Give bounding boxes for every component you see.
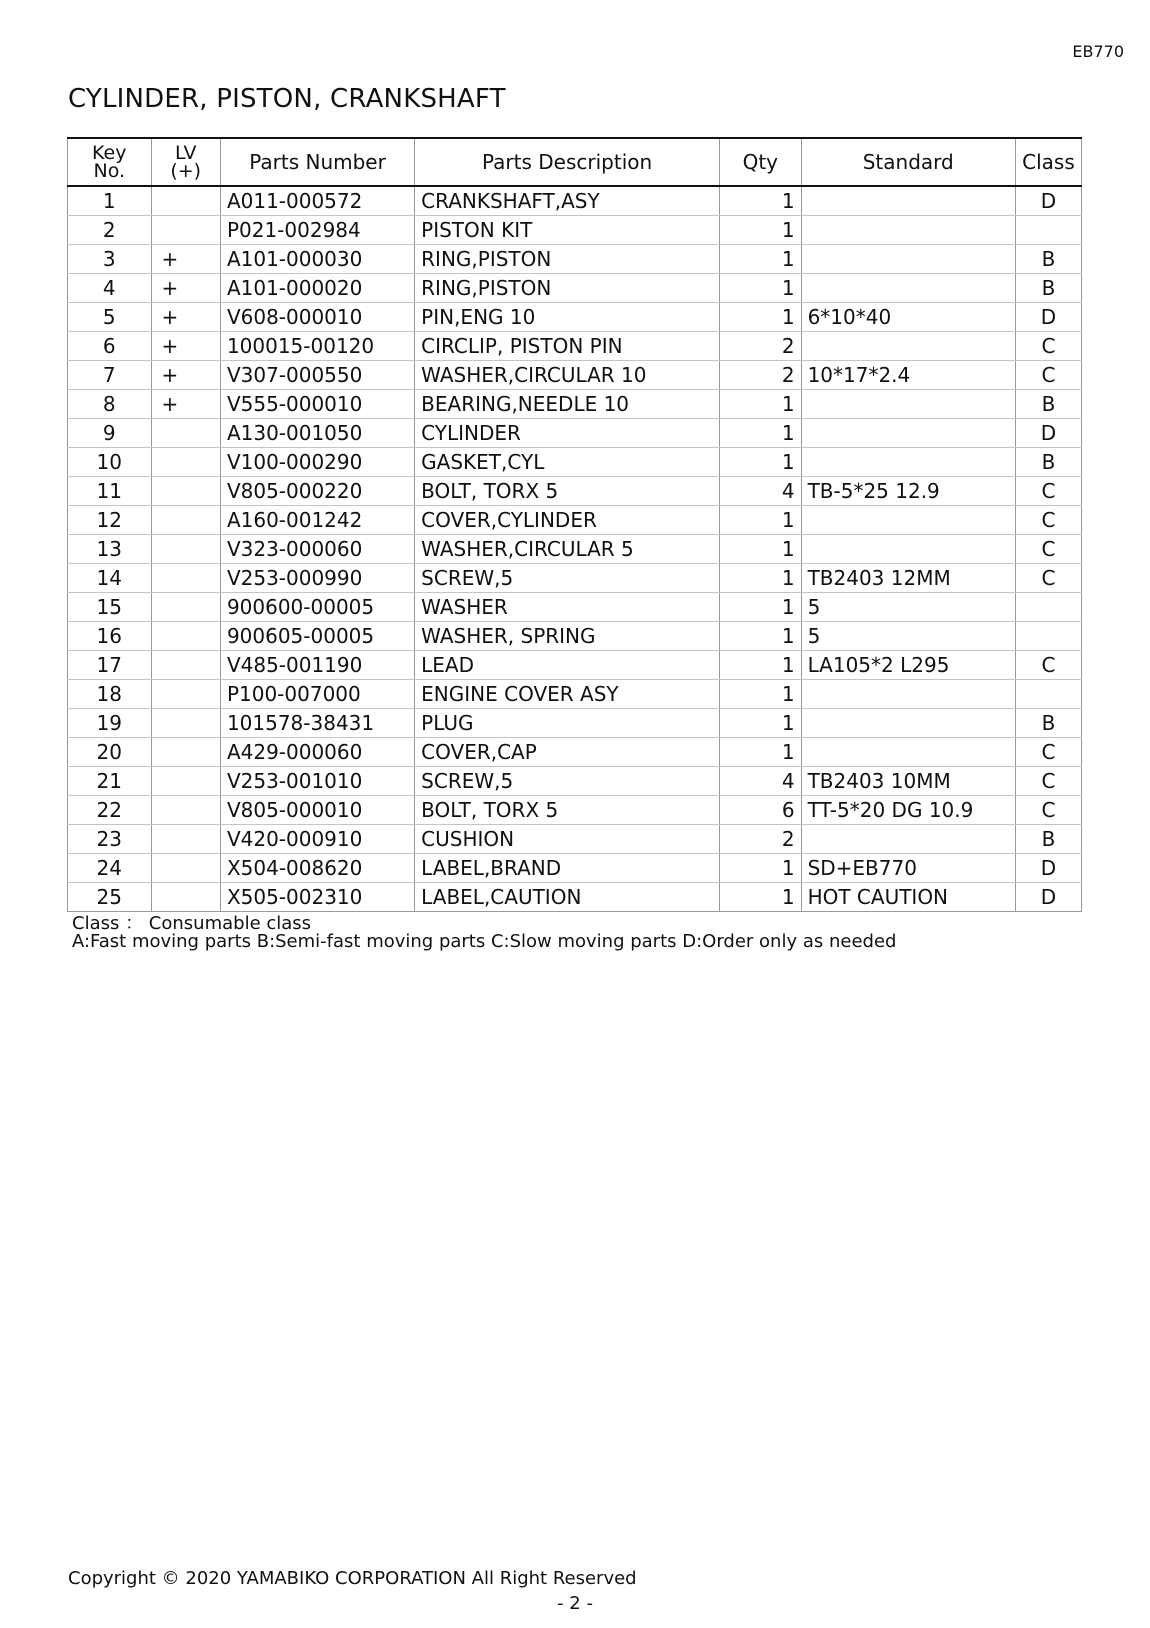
- table-row: [68, 245, 1082, 274]
- cell-lv: [151, 622, 220, 651]
- cell-class: [1015, 216, 1081, 245]
- cell-key-no: 10: [68, 448, 152, 477]
- col-lv: [151, 138, 220, 186]
- cell-standard: 10*17*2.4: [801, 361, 1015, 390]
- col-parts-number: Parts Number: [220, 138, 414, 186]
- cell-parts-description: GASKET,CYL: [415, 448, 720, 477]
- cell-key-no: 23: [68, 825, 152, 854]
- cell-parts-number: X504-008620: [220, 854, 414, 883]
- cell-class: B: [1015, 709, 1081, 738]
- parts-table-header: [68, 138, 1082, 186]
- cell-standard: [801, 738, 1015, 767]
- cell-parts-description: LABEL,CAUTION: [415, 883, 720, 912]
- table-row: [68, 332, 1082, 361]
- cell-standard: [801, 680, 1015, 709]
- cell-lv: [151, 448, 220, 477]
- cell-class: C: [1015, 477, 1081, 506]
- col-lv-line2: (+): [170, 160, 202, 182]
- cell-parts-description: CYLINDER: [415, 419, 720, 448]
- cell-parts-description: SCREW,5: [415, 564, 720, 593]
- table-row: [68, 448, 1082, 477]
- cell-parts-description: WASHER: [415, 593, 720, 622]
- cell-parts-number: V307-000550: [220, 361, 414, 390]
- parts-table-body: [68, 186, 1082, 912]
- cell-parts-number: 900605-00005: [220, 622, 414, 651]
- cell-parts-description: WASHER,CIRCULAR 10: [415, 361, 720, 390]
- table-row: [68, 564, 1082, 593]
- cell-class: C: [1015, 332, 1081, 361]
- cell-class: C: [1015, 796, 1081, 825]
- cell-qty: 1: [720, 651, 802, 680]
- cell-lv: [151, 883, 220, 912]
- cell-standard: TB2403 10MM: [801, 767, 1015, 796]
- cell-qty: 1: [720, 709, 802, 738]
- cell-key-no: 16: [68, 622, 152, 651]
- copyright: Copyright © 2020 YAMABIKO CORPORATION All Right Reserved: [68, 1568, 637, 1589]
- cell-parts-description: PIN,ENG 10: [415, 303, 720, 332]
- cell-parts-description: WASHER,CIRCULAR 5: [415, 535, 720, 564]
- cell-parts-number: V805-000010: [220, 796, 414, 825]
- cell-class: C: [1015, 767, 1081, 796]
- table-row: [68, 361, 1082, 390]
- cell-key-no: 2: [68, 216, 152, 245]
- cell-lv: [151, 825, 220, 854]
- cell-parts-number: A101-000020: [220, 274, 414, 303]
- cell-class: D: [1015, 883, 1081, 912]
- cell-key-no: 7: [68, 361, 152, 390]
- cell-key-no: 17: [68, 651, 152, 680]
- cell-qty: 1: [720, 419, 802, 448]
- cell-parts-number: A130-001050: [220, 419, 414, 448]
- cell-parts-number: V253-001010: [220, 767, 414, 796]
- cell-standard: TB2403 12MM: [801, 564, 1015, 593]
- table-row: [68, 883, 1082, 912]
- cell-class: C: [1015, 564, 1081, 593]
- cell-lv: [151, 854, 220, 883]
- cell-parts-description: PLUG: [415, 709, 720, 738]
- cell-qty: 1: [720, 564, 802, 593]
- cell-lv: [151, 564, 220, 593]
- cell-parts-number: A011-000572: [220, 186, 414, 216]
- cell-qty: 6: [720, 796, 802, 825]
- table-row: [68, 767, 1082, 796]
- cell-qty: 1: [720, 738, 802, 767]
- table-row: [68, 796, 1082, 825]
- cell-key-no: 15: [68, 593, 152, 622]
- cell-key-no: 12: [68, 506, 152, 535]
- cell-parts-description: LEAD: [415, 651, 720, 680]
- cell-key-no: 21: [68, 767, 152, 796]
- cell-lv: [151, 651, 220, 680]
- legend-line2: A:Fast moving parts B:Semi-fast moving parts C:Slow moving parts D:Order only as needed: [72, 931, 897, 952]
- cell-class: D: [1015, 186, 1081, 216]
- cell-qty: 1: [720, 245, 802, 274]
- cell-parts-description: BEARING,NEEDLE 10: [415, 390, 720, 419]
- legend-line1: Class ： Consumable class: [72, 913, 312, 934]
- cell-parts-number: V100-000290: [220, 448, 414, 477]
- cell-lv: [151, 535, 220, 564]
- cell-class: C: [1015, 506, 1081, 535]
- cell-class: B: [1015, 390, 1081, 419]
- cell-parts-number: 100015-00120: [220, 332, 414, 361]
- cell-lv: [151, 477, 220, 506]
- cell-standard: 5: [801, 622, 1015, 651]
- cell-key-no: 19: [68, 709, 152, 738]
- cell-standard: 5: [801, 593, 1015, 622]
- cell-lv: +: [151, 332, 220, 361]
- cell-parts-number: V253-000990: [220, 564, 414, 593]
- cell-lv: [151, 506, 220, 535]
- cell-qty: 1: [720, 216, 802, 245]
- table-row: [68, 535, 1082, 564]
- cell-class: B: [1015, 825, 1081, 854]
- cell-parts-description: BOLT, TORX 5: [415, 796, 720, 825]
- cell-lv: [151, 738, 220, 767]
- cell-qty: 1: [720, 622, 802, 651]
- cell-key-no: 18: [68, 680, 152, 709]
- cell-parts-description: RING,PISTON: [415, 245, 720, 274]
- cell-key-no: 9: [68, 419, 152, 448]
- cell-key-no: 4: [68, 274, 152, 303]
- table-row: [68, 274, 1082, 303]
- cell-parts-number: V805-000220: [220, 477, 414, 506]
- table-row: [68, 390, 1082, 419]
- col-parts-description: Parts Description: [415, 138, 720, 186]
- cell-key-no: 6: [68, 332, 152, 361]
- cell-parts-number: X505-002310: [220, 883, 414, 912]
- cell-parts-number: A429-000060: [220, 738, 414, 767]
- cell-qty: 1: [720, 303, 802, 332]
- cell-lv: [151, 796, 220, 825]
- cell-qty: 1: [720, 186, 802, 216]
- cell-qty: 4: [720, 767, 802, 796]
- cell-parts-number: V420-000910: [220, 825, 414, 854]
- cell-parts-description: LABEL,BRAND: [415, 854, 720, 883]
- cell-parts-number: 900600-00005: [220, 593, 414, 622]
- cell-class: C: [1015, 651, 1081, 680]
- cell-class: D: [1015, 419, 1081, 448]
- cell-parts-description: CIRCLIP, PISTON PIN: [415, 332, 720, 361]
- cell-standard: SD+EB770: [801, 854, 1015, 883]
- cell-qty: 1: [720, 506, 802, 535]
- cell-lv: [151, 419, 220, 448]
- cell-key-no: 25: [68, 883, 152, 912]
- cell-parts-number: P100-007000: [220, 680, 414, 709]
- cell-qty: 1: [720, 883, 802, 912]
- cell-standard: [801, 448, 1015, 477]
- col-key-line2: No.: [93, 160, 126, 182]
- cell-standard: HOT CAUTION: [801, 883, 1015, 912]
- table-row: [68, 854, 1082, 883]
- cell-lv: [151, 216, 220, 245]
- cell-parts-description: WASHER, SPRING: [415, 622, 720, 651]
- cell-lv: +: [151, 303, 220, 332]
- class-legend: [72, 915, 896, 951]
- cell-qty: 2: [720, 825, 802, 854]
- page-title: CYLINDER, PISTON, CRANKSHAFT: [68, 84, 506, 114]
- cell-class: B: [1015, 245, 1081, 274]
- cell-class: [1015, 680, 1081, 709]
- cell-standard: [801, 825, 1015, 854]
- cell-qty: 4: [720, 477, 802, 506]
- cell-class: B: [1015, 274, 1081, 303]
- table-row: [68, 709, 1082, 738]
- cell-parts-description: ENGINE COVER ASY: [415, 680, 720, 709]
- cell-parts-number: 101578-38431: [220, 709, 414, 738]
- cell-lv: [151, 709, 220, 738]
- table-row: [68, 680, 1082, 709]
- cell-lv: [151, 593, 220, 622]
- cell-standard: [801, 419, 1015, 448]
- cell-key-no: 20: [68, 738, 152, 767]
- cell-class: [1015, 622, 1081, 651]
- cell-qty: 1: [720, 535, 802, 564]
- cell-parts-number: P021-002984: [220, 216, 414, 245]
- table-row: [68, 303, 1082, 332]
- cell-class: [1015, 593, 1081, 622]
- table-row: [68, 506, 1082, 535]
- cell-key-no: 8: [68, 390, 152, 419]
- cell-qty: 1: [720, 274, 802, 303]
- cell-qty: 1: [720, 680, 802, 709]
- col-class: Class: [1015, 138, 1081, 186]
- cell-key-no: 3: [68, 245, 152, 274]
- cell-key-no: 5: [68, 303, 152, 332]
- cell-standard: [801, 245, 1015, 274]
- cell-standard: [801, 535, 1015, 564]
- cell-lv: +: [151, 390, 220, 419]
- cell-qty: 1: [720, 593, 802, 622]
- cell-standard: [801, 216, 1015, 245]
- cell-lv: [151, 680, 220, 709]
- cell-parts-number: V555-000010: [220, 390, 414, 419]
- cell-class: B: [1015, 448, 1081, 477]
- cell-lv: +: [151, 274, 220, 303]
- cell-key-no: 1: [68, 186, 152, 216]
- cell-lv: +: [151, 361, 220, 390]
- cell-class: C: [1015, 361, 1081, 390]
- cell-qty: 1: [720, 390, 802, 419]
- cell-key-no: 11: [68, 477, 152, 506]
- table-row: [68, 186, 1082, 216]
- col-key-line1: Key: [92, 142, 127, 164]
- cell-qty: 1: [720, 448, 802, 477]
- table-row: [68, 216, 1082, 245]
- cell-parts-description: CRANKSHAFT,ASY: [415, 186, 720, 216]
- page-number: - 2 -: [557, 1593, 593, 1614]
- cell-qty: 2: [720, 361, 802, 390]
- cell-qty: 1: [720, 854, 802, 883]
- cell-parts-description: PISTON KIT: [415, 216, 720, 245]
- cell-parts-number: V485-001190: [220, 651, 414, 680]
- cell-class: C: [1015, 535, 1081, 564]
- col-qty: Qty: [720, 138, 802, 186]
- cell-key-no: 14: [68, 564, 152, 593]
- cell-class: D: [1015, 854, 1081, 883]
- model-number: EB770: [1072, 42, 1124, 61]
- cell-qty: 2: [720, 332, 802, 361]
- cell-standard: 6*10*40: [801, 303, 1015, 332]
- cell-class: C: [1015, 738, 1081, 767]
- cell-standard: [801, 332, 1015, 361]
- cell-class: D: [1015, 303, 1081, 332]
- cell-parts-description: COVER,CYLINDER: [415, 506, 720, 535]
- cell-lv: [151, 186, 220, 216]
- cell-key-no: 22: [68, 796, 152, 825]
- table-row: [68, 593, 1082, 622]
- parts-table: [67, 137, 1082, 912]
- col-lv-line1: LV: [174, 142, 197, 164]
- cell-standard: [801, 274, 1015, 303]
- col-standard: Standard: [801, 138, 1015, 186]
- table-row: [68, 477, 1082, 506]
- cell-parts-number: A101-000030: [220, 245, 414, 274]
- cell-standard: [801, 709, 1015, 738]
- cell-parts-description: BOLT, TORX 5: [415, 477, 720, 506]
- cell-standard: LA105*2 L295: [801, 651, 1015, 680]
- table-row: [68, 825, 1082, 854]
- cell-parts-description: COVER,CAP: [415, 738, 720, 767]
- cell-parts-description: RING,PISTON: [415, 274, 720, 303]
- cell-lv: +: [151, 245, 220, 274]
- cell-parts-number: V608-000010: [220, 303, 414, 332]
- cell-lv: [151, 767, 220, 796]
- cell-key-no: 13: [68, 535, 152, 564]
- table-row: [68, 738, 1082, 767]
- cell-standard: [801, 186, 1015, 216]
- cell-parts-number: A160-001242: [220, 506, 414, 535]
- cell-standard: [801, 506, 1015, 535]
- cell-parts-description: SCREW,5: [415, 767, 720, 796]
- cell-parts-description: CUSHION: [415, 825, 720, 854]
- cell-standard: TB-5*25 12.9: [801, 477, 1015, 506]
- cell-standard: [801, 390, 1015, 419]
- table-row: [68, 622, 1082, 651]
- cell-standard: TT-5*20 DG 10.9: [801, 796, 1015, 825]
- table-row: [68, 419, 1082, 448]
- cell-parts-number: V323-000060: [220, 535, 414, 564]
- table-row: [68, 651, 1082, 680]
- col-key-no: [68, 138, 152, 186]
- cell-key-no: 24: [68, 854, 152, 883]
